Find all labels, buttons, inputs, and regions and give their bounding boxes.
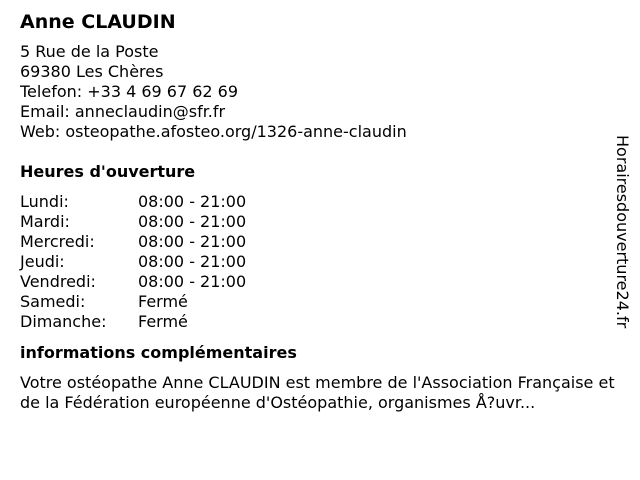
day-label: Mardi: [20, 212, 70, 231]
contact-block [20, 42, 625, 142]
hours-row [20, 272, 625, 292]
brand-watermark: Horairesdouverture24.fr [613, 135, 632, 329]
phone-number: Telefon: +33 4 69 67 62 69 [20, 82, 239, 101]
hours-row [20, 292, 625, 312]
hours-row [20, 212, 625, 232]
day-label: Lundi: [20, 192, 69, 211]
email-address: Email: anneclaudin@sfr.fr [20, 102, 226, 121]
business-card [20, 9, 625, 413]
hours-row [20, 252, 625, 272]
info-text: Votre ostéopathe Anne CLAUDIN est membre de l'Association Française et de la Fédération européenne d'Ostéopathie, organismes Å?uvr... [20, 373, 615, 412]
website-address: Web: osteopathe.afosteo.org/1326-anne-claudin [20, 122, 407, 141]
day-hours: 08:00 - 21:00 [138, 212, 247, 231]
day-label: Mercredi: [20, 232, 95, 251]
day-hours: Fermé [138, 312, 188, 331]
hours-row [20, 192, 625, 212]
hours-row [20, 312, 625, 332]
day-hours: 08:00 - 21:00 [138, 192, 247, 211]
day-label: Jeudi: [20, 252, 65, 271]
day-label: Vendredi: [20, 272, 96, 291]
day-hours: 08:00 - 21:00 [138, 232, 247, 251]
day-hours: 08:00 - 21:00 [138, 272, 247, 291]
street-address: 5 Rue de la Poste [20, 42, 159, 61]
city-address: 69380 Les Chères [20, 62, 164, 81]
business-name: Anne CLAUDIN [20, 11, 176, 33]
day-hours: 08:00 - 21:00 [138, 252, 247, 271]
hours-row [20, 232, 625, 252]
hours-table [20, 192, 625, 332]
day-label: Samedi: [20, 292, 86, 311]
day-label: Dimanche: [20, 312, 107, 331]
hours-title: Heures d'ouverture [20, 162, 196, 181]
day-hours: Fermé [138, 292, 188, 311]
info-title: informations complémentaires [20, 343, 297, 362]
